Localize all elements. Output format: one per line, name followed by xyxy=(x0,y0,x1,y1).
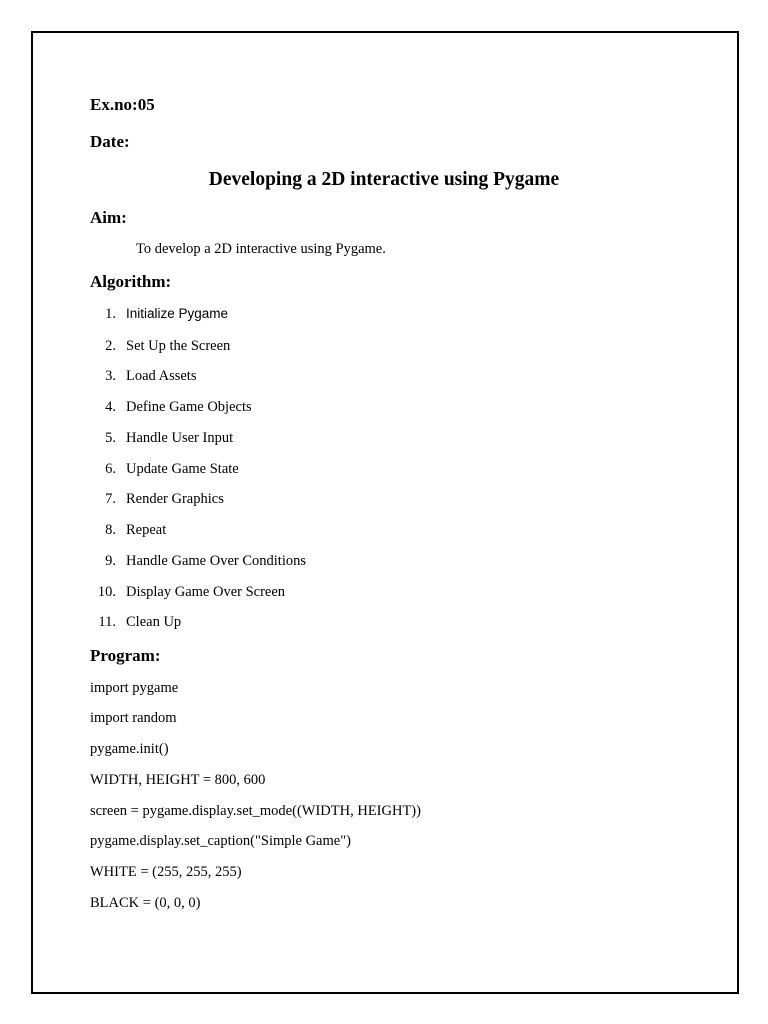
algorithm-step-label: Render Graphics xyxy=(126,491,224,507)
algorithm-step-label: Handle Game Over Conditions xyxy=(126,553,307,569)
algorithm-step-label: Repeat xyxy=(126,522,167,538)
algorithm-step xyxy=(90,307,228,322)
aim-heading: Aim: xyxy=(90,208,127,227)
exercise-number: Ex.no:05 xyxy=(90,95,155,114)
algorithm-step-number: 2. xyxy=(105,338,116,354)
program-heading: Program: xyxy=(90,646,161,665)
algorithm-step xyxy=(90,615,181,630)
algorithm-step-label: Display Game Over Screen xyxy=(126,584,286,600)
algorithm-step-label: Define Game Objects xyxy=(126,399,252,415)
algorithm-step xyxy=(90,585,285,600)
algorithm-step-number: 7. xyxy=(105,491,116,507)
algorithm-step-label: Initialize Pygame xyxy=(126,306,229,321)
code-line: WHITE = (255, 255, 255) xyxy=(90,864,242,880)
document-title: Developing a 2D interactive using Pygame xyxy=(208,169,560,190)
code-line: import pygame xyxy=(90,680,179,696)
algorithm-step-label: Set Up the Screen xyxy=(126,338,231,354)
algorithm-step-number: 4. xyxy=(105,399,116,415)
algorithm-step-number: 10. xyxy=(97,584,116,600)
aim-text: To develop a 2D interactive using Pygame. xyxy=(136,241,386,257)
algorithm-step xyxy=(90,492,224,507)
algorithm-step-number: 5. xyxy=(105,430,116,446)
code-line: import random xyxy=(90,710,177,726)
date-label: Date: xyxy=(90,132,130,151)
algorithm-step xyxy=(90,554,306,569)
algorithm-step-label: Clean Up xyxy=(126,614,182,630)
code-line: screen = pygame.display.set_mode((WIDTH, HEIGHT)) xyxy=(90,803,421,819)
algorithm-step xyxy=(90,431,233,446)
algorithm-step xyxy=(90,339,230,354)
algorithm-heading: Algorithm: xyxy=(90,272,172,291)
algorithm-step xyxy=(90,400,252,415)
algorithm-step xyxy=(90,462,239,477)
algorithm-step-label: Handle User Input xyxy=(126,430,234,446)
code-line: pygame.init() xyxy=(90,741,169,757)
algorithm-step-number: 6. xyxy=(105,461,116,477)
algorithm-step-number: 9. xyxy=(105,553,116,569)
algorithm-step xyxy=(90,369,196,384)
algorithm-step-number: 11. xyxy=(98,614,116,630)
algorithm-step-number: 3. xyxy=(105,368,116,384)
algorithm-step-number: 1. xyxy=(105,306,116,322)
algorithm-step-label: Load Assets xyxy=(126,368,197,384)
code-line: pygame.display.set_caption("Simple Game") xyxy=(90,833,351,849)
algorithm-step-number: 8. xyxy=(105,522,116,538)
code-line: BLACK = (0, 0, 0) xyxy=(90,895,201,911)
algorithm-step xyxy=(90,523,166,538)
code-line: WIDTH, HEIGHT = 800, 600 xyxy=(90,772,266,788)
algorithm-step-label: Update Game State xyxy=(126,461,239,477)
